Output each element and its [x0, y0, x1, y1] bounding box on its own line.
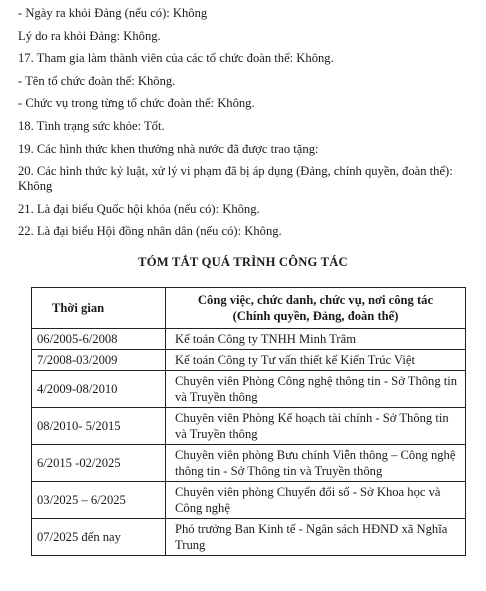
item-18-health: 18. Tình trạng sức khỏe: Tốt.	[18, 118, 165, 133]
row-time: 07/2025 đến nay	[32, 519, 166, 556]
organization-name: - Tên tổ chức đoàn thể: Không.	[18, 73, 176, 88]
row-description: Chuyên viên Phòng Công nghệ thông tin - Sở Thông tin và Truyền thông	[166, 371, 466, 408]
table-row	[32, 519, 466, 556]
item-17-organizations: 17. Tham gia làm thành viên của các tổ chức đoàn thể: Không.	[18, 51, 334, 66]
table-row	[32, 482, 466, 519]
row-description: Kế toán Công ty Tư vấn thiết kế Kiến Trúc Việt	[166, 350, 466, 371]
row-description: Chuyên viên phòng Chuyển đổi số - Sở Khoa học và Công nghệ	[166, 482, 466, 519]
personal-info-lines	[18, 6, 480, 247]
row-time: 03/2025 – 6/2025	[32, 482, 166, 519]
career-table	[31, 287, 466, 556]
item-19-awards: 19. Các hình thức khen thưởng nhà nước đã được trao tặng:	[18, 141, 319, 156]
item-20-discipline: 20. Các hình thức kỷ luật, xử lý vi phạm đã bị áp dụng (Đảng, chính quyền, đoàn thể): Không	[18, 164, 453, 194]
header-description-line1: Công việc, chức danh, chức vụ, nơi công tác	[197, 293, 434, 307]
table-header-row	[32, 288, 466, 329]
row-time: 6/2015 -02/2025	[32, 445, 166, 482]
party-exit-date: - Ngày ra khỏi Đảng (nếu có): Không	[18, 6, 208, 20]
row-time: 7/2008-03/2009	[32, 350, 166, 371]
header-description	[166, 288, 466, 329]
section-title: TÓM TẮT QUÁ TRÌNH CÔNG TÁC	[138, 255, 348, 269]
party-exit-reason: Lý do ra khỏi Đảng: Không.	[18, 28, 161, 43]
organization-positions: - Chức vụ trong từng tổ chức đoàn thể: Không.	[18, 96, 255, 111]
item-21-national-assembly: 21. Là đại biểu Quốc hội khóa (nếu có): Không.	[18, 201, 260, 216]
header-time: Thời gian	[32, 288, 166, 329]
row-description: Chuyên viên Phòng Kế hoạch tài chính - Sở Thông tin và Truyền thông	[166, 408, 466, 445]
table-row	[32, 329, 466, 350]
item-22-peoples-council: 22. Là đại biểu Hội đồng nhân dân (nếu có): Không.	[18, 224, 282, 239]
row-time: 4/2009-08/2010	[32, 371, 166, 408]
table-row	[32, 408, 466, 445]
header-description-line2: (Chính quyền, Đảng, đoàn thể)	[232, 309, 399, 323]
table-row	[32, 371, 466, 408]
row-time: 08/2010- 5/2015	[32, 408, 166, 445]
row-description: Phó trưởng Ban Kinh tế - Ngân sách HĐND xã Nghĩa Trung	[166, 519, 466, 556]
table-row	[32, 350, 466, 371]
row-time: 06/2005-6/2008	[32, 329, 166, 350]
table-row	[32, 445, 466, 482]
row-description: Chuyên viên phòng Bưu chính Viễn thông – Công nghệ thông tin - Sở Thông tin và Truyền thông	[166, 445, 466, 482]
row-description: Kế toán Công ty TNHH Minh Trâm	[166, 329, 466, 350]
